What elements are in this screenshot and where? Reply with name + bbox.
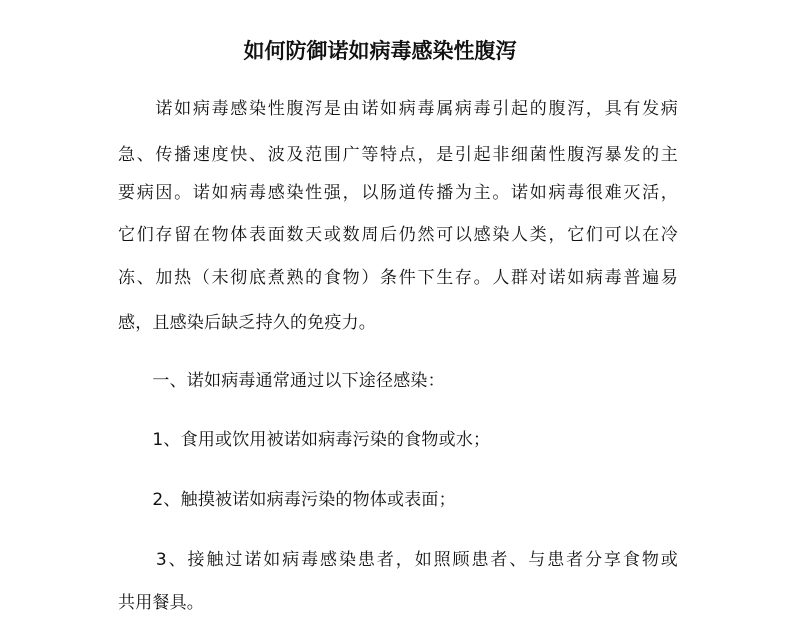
list-item: 3、接触过诺如病毒感染患者，如照顾患者、与患者分享食物或 bbox=[118, 550, 678, 570]
document-title: 如何防御诺如病毒感染性腹泻 bbox=[243, 38, 517, 63]
paragraph-line: 感，且感染后缺乏持久的免疫力。 bbox=[118, 313, 376, 333]
paragraph-line: 诺如病毒感染性腹泻是由诺如病毒属病毒引起的腹泻，具有发病 bbox=[118, 99, 678, 119]
paragraph-line: 它们存留在物体表面数天或数周后仍然可以感染人类，它们可以在冷 bbox=[118, 225, 678, 245]
paragraph-line: 急、传播速度快、波及范围广等特点，是引起非细菌性腹泻暴发的主 bbox=[118, 145, 678, 165]
paragraph-line: 要病因。诺如病毒感染性强，以肠道传播为主。诺如病毒很难灭活， bbox=[118, 183, 678, 203]
list-item: 1、食用或饮用被诺如病毒污染的食物或水； bbox=[118, 430, 491, 450]
section-heading: 一、诺如病毒通常通过以下途径感染： bbox=[118, 371, 445, 391]
list-item: 2、触摸被诺如病毒污染的物体或表面； bbox=[118, 490, 456, 510]
list-item-continuation: 共用餐具。 bbox=[118, 593, 204, 613]
paragraph-line: 冻、加热（未彻底煮熟的食物）条件下生存。人群对诺如病毒普遍易 bbox=[118, 268, 678, 288]
